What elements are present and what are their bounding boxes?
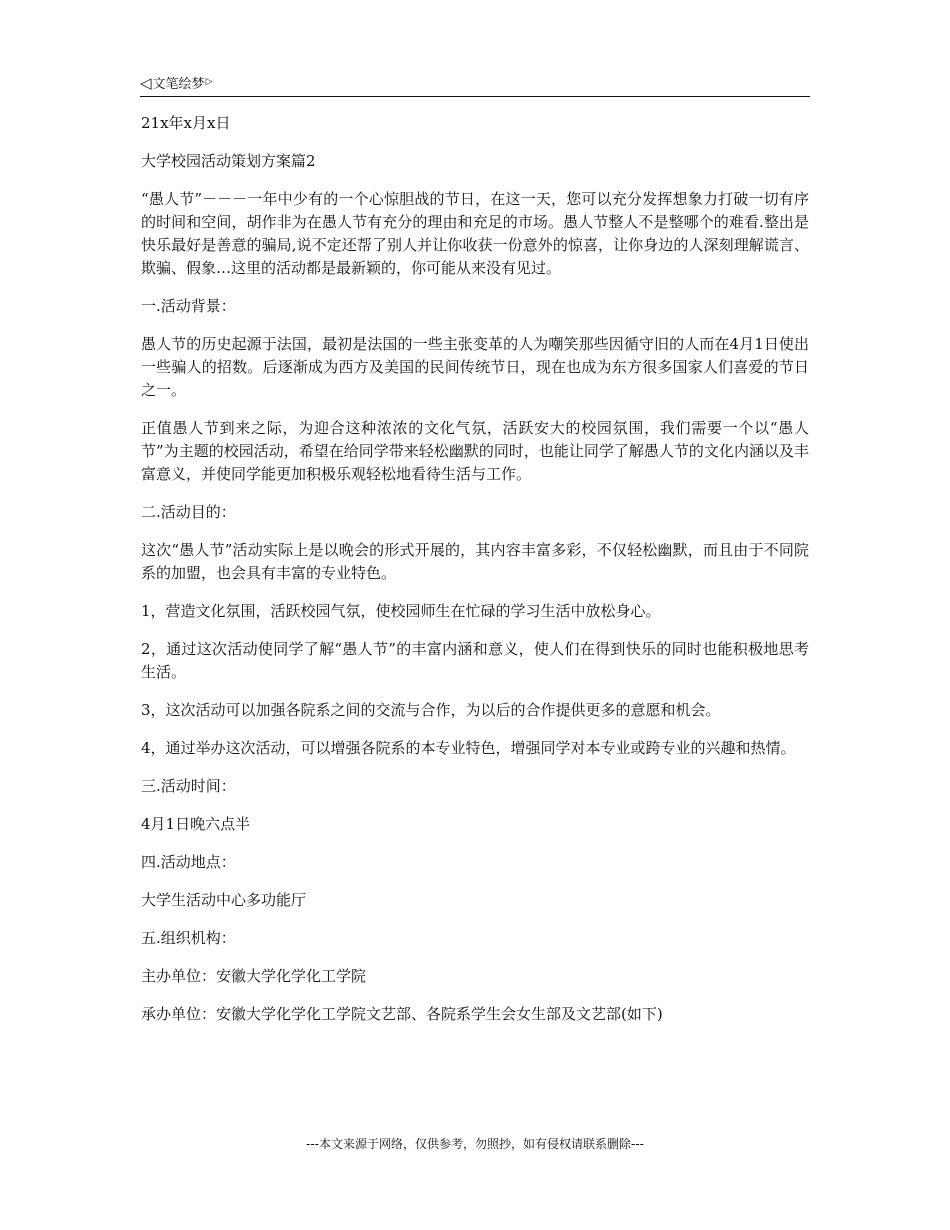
section-heading-background: 一.活动背景：	[141, 297, 236, 315]
brand-name: 文笔绘梦	[152, 77, 205, 92]
background-paragraph-2: 正值愚人节到来之际，为迎合这种浓浓的文化气氛，活跃安大的校园氛围，我们需要一个以“愚人节”为主题的校园活动，希望在给同学带来轻松幽默的同时，也能让同学了解愚人节的文化内涵以及丰富意义，并使同学能更加积极乐观轻松地看待生活与工作。	[141, 419, 809, 483]
header-brand	[140, 72, 212, 95]
page-header	[140, 72, 810, 97]
purpose-item-3: 3，这次活动可以加强各院系之间的交流与合作，为以后的合作提供更多的意愿和机会。	[141, 701, 721, 719]
organizer-line: 主办单位：安徽大学化学化工学院	[141, 967, 367, 985]
triangle-left-icon: ◁	[140, 74, 152, 92]
time-value: 4月1日晚六点半	[141, 815, 251, 833]
date-line: 21x年x月x日	[141, 114, 231, 132]
purpose-item-2: 2，通过这次活动使同学了解“愚人节”的丰富内涵和意义，使人们在得到快乐的同时也能积极地思考生活。	[141, 640, 809, 681]
document-title: 大学校园活动策划方案篇2	[141, 152, 316, 170]
section-heading-organization: 五.组织机构：	[141, 929, 236, 947]
location-value: 大学生活动中心多功能厅	[141, 891, 307, 909]
section-heading-time: 三.活动时间：	[141, 777, 236, 795]
section-heading-location: 四.活动地点：	[141, 853, 236, 871]
section-heading-purpose: 二.活动目的：	[141, 503, 236, 521]
triangle-right-icon: ▷	[205, 77, 213, 87]
document-body	[141, 112, 809, 1041]
background-paragraph-1: 愚人节的历史起源于法国，最初是法国的一些主张变革的人为嘲笑那些因循守旧的人而在4月1日使出一些骗人的招数。后逐渐成为西方及美国的民间传统节日，现在也成为东方很多国家人们喜爱的节日之一。	[141, 335, 809, 399]
purpose-paragraph: 这次“愚人节”活动实际上是以晚会的形式开展的，其内容丰富多彩，不仅轻松幽默，而且由于不同院系的加盟，也会具有丰富的专业特色。	[141, 541, 809, 582]
purpose-item-4: 4，通过举办这次活动，可以增强各院系的本专业特色，增强同学对本专业或跨专业的兴趣和热情。	[141, 739, 796, 757]
co-organizer-line: 承办单位：安徽大学化学化工学院文艺部、各院系学生会女生部及文艺部(如下)	[141, 1005, 663, 1023]
page-footer: ---本文来源于网络，仅供参考，勿照抄，如有侵权请联系删除---	[306, 1137, 644, 1151]
purpose-item-1: 1，营造文化氛围，活跃校园气氛，使校园师生在忙碌的学习生活中放松身心。	[141, 602, 661, 620]
intro-paragraph: “愚人节”－－－一年中少有的一个心惊胆战的节日，在这一天，您可以充分发挥想象力打破一切有序的时间和空间，胡作非为在愚人节有充分的理由和充足的市场。愚人节整人不是整哪个的难看.整出是快乐最好是善意的骗局,说不定还帮了别人并让你收获一份意外的惊喜，让你身边的人深刻理解谎言、欺骗、假象…这里的活动都是最新颖的，你可能从来没有见过。	[141, 190, 809, 277]
